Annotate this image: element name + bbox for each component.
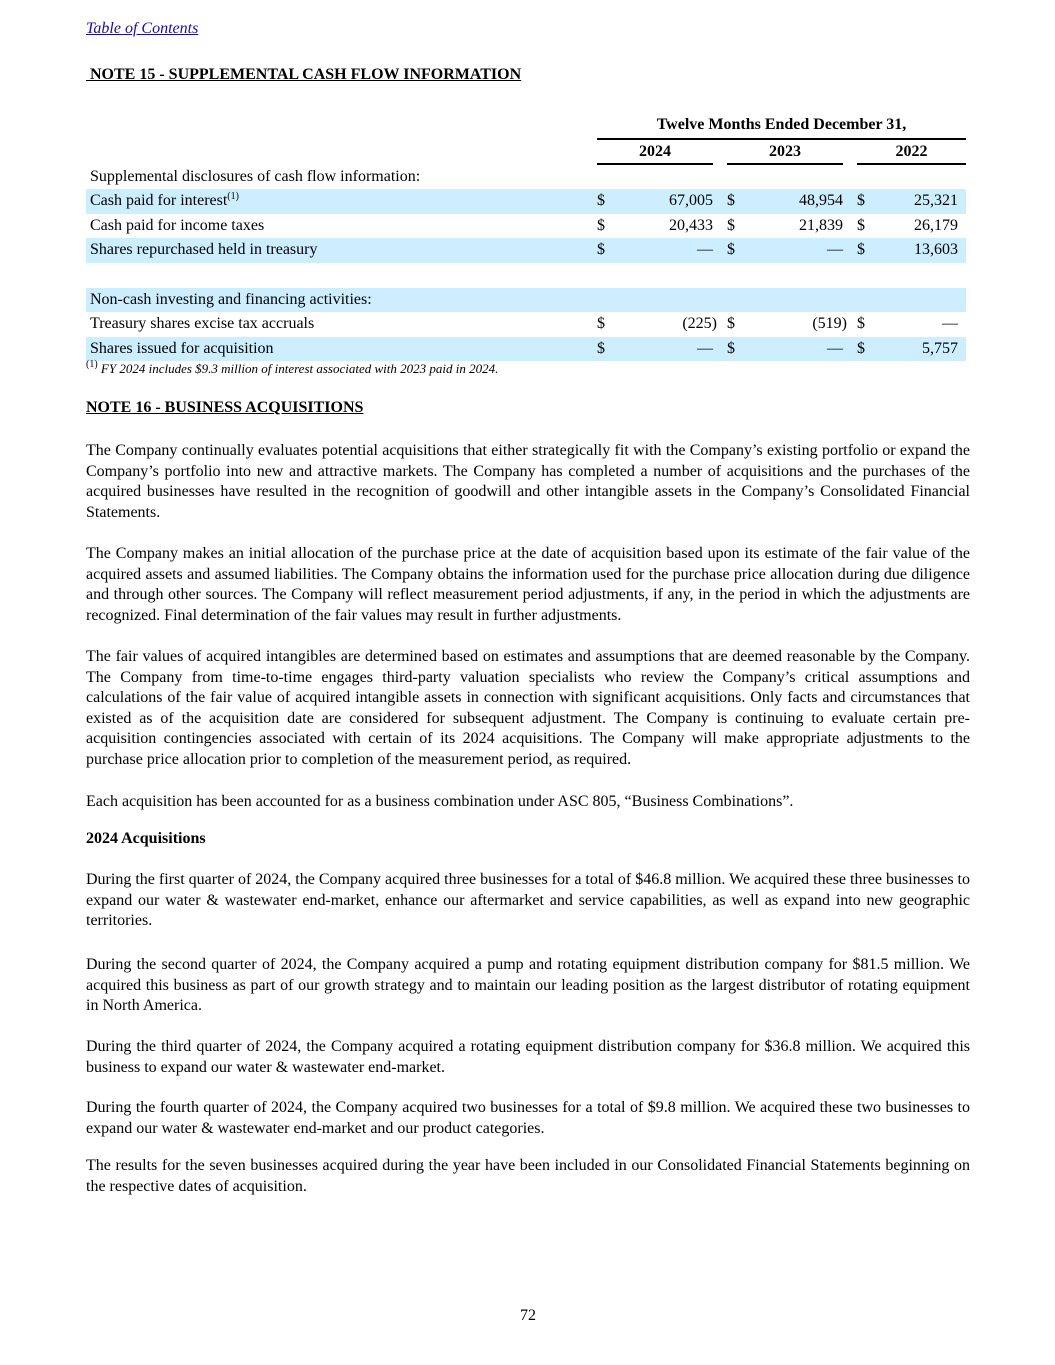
note-16-title: NOTE 16 - BUSINESS ACQUISITIONS <box>86 399 364 416</box>
value-2023: 21,839 <box>799 216 843 234</box>
row-label: Shares repurchased held in treasury <box>86 238 597 263</box>
value-2022: 5,757 <box>875 337 966 362</box>
value-2024: 67,005 <box>615 189 721 214</box>
currency-symbol: $ <box>727 315 735 333</box>
currency-symbol: $ <box>727 337 745 362</box>
value-2023: (519) <box>812 315 847 333</box>
currency-symbol: $ <box>727 216 735 234</box>
section-label-row <box>86 288 966 313</box>
footnote-ref: (1) <box>227 191 239 203</box>
table-footnote <box>86 361 498 377</box>
table-row <box>86 189 966 214</box>
page-number: 72 <box>520 1307 536 1324</box>
value-2022: — <box>942 315 958 333</box>
paragraph: During the third quarter of 2024, the Company acquired a rotating equipment distribution company for $36.8 million. We acquired this business to expand our water & wastewater end-market. <box>86 1038 970 1076</box>
paragraph: During the second quarter of 2024, the Company acquired a pump and rotating equipment distribution company for $81.5 million. We acquired this business as part of our growth strategy and to maintain our leading position as the largest distributor of rotating equipment in North America. <box>86 956 970 1015</box>
value-2022: 25,321 <box>875 189 966 214</box>
row-label: Treasury shares excise tax accruals <box>90 315 315 333</box>
table-row <box>86 337 966 362</box>
paragraph: During the fourth quarter of 2024, the Company acquired two businesses for a total of $9.8 million. We acquired these two businesses to expand our water & wastewater end-market and our product categories. <box>86 1099 970 1137</box>
currency-symbol: $ <box>727 189 745 214</box>
subheading-2024-acquisitions: 2024 Acquisitions <box>86 830 206 847</box>
paragraph: The results for the seven businesses acquired during the year have been included in our Consolidated Financial Statements beginning on the respective dates of acquisition. <box>86 1157 970 1195</box>
footnote-mark: (1) <box>86 359 98 370</box>
currency-symbol: $ <box>857 216 865 234</box>
year-2024-header: 2024 <box>597 141 713 165</box>
table-row <box>86 238 966 263</box>
value-2023: — <box>745 337 851 362</box>
currency-symbol: $ <box>597 189 615 214</box>
value-2023: — <box>745 238 851 263</box>
currency-symbol: $ <box>597 238 615 263</box>
table-header-years <box>86 139 966 165</box>
value-2023: 48,954 <box>745 189 851 214</box>
currency-symbol: $ <box>597 337 615 362</box>
value-2022: 26,179 <box>914 216 958 234</box>
value-2024: 20,433 <box>669 216 713 234</box>
currency-symbol: $ <box>727 238 745 263</box>
section-supplemental-label: Supplemental disclosures of cash flow information: <box>90 167 421 185</box>
section-label-row <box>86 165 966 190</box>
currency-symbol: $ <box>597 315 605 333</box>
section-noncash-label: Non-cash investing and financing activities: <box>86 288 597 313</box>
currency-symbol: $ <box>857 238 875 263</box>
year-2023-header: 2023 <box>727 141 843 165</box>
value-2024: — <box>615 238 721 263</box>
currency-symbol: $ <box>857 337 875 362</box>
table-row <box>86 214 966 239</box>
note-15-title: NOTE 15 - SUPPLEMENTAL CASH FLOW INFORMATION <box>86 66 522 83</box>
value-2022: 13,603 <box>875 238 966 263</box>
paragraph: The fair values of acquired intangibles are determined based on estimates and assumptions that are deemed reasonable by the Company. The Company from time-to-time engages third-party valuation specialists who review the Company’s critical assumptions and calculations of the fair value of acquired intangible assets in connection with significant acquisitions. Only facts and circumstances that existed as of the acquisition date are considered for subsequent adjustment. The Company is continuing to evaluate certain pre-acquisition contingencies associated with certain of its 2024 acquisitions. The Company will make appropriate adjustments to the purchase price allocation prior to completion of the measurement period, as required. <box>86 648 970 768</box>
value-2024: — <box>615 337 721 362</box>
currency-symbol: $ <box>857 189 875 214</box>
table-row <box>86 312 966 337</box>
spacer-row <box>86 263 966 288</box>
currency-symbol: $ <box>857 315 865 333</box>
row-label: Cash paid for income taxes <box>90 216 265 234</box>
currency-symbol: $ <box>597 216 605 234</box>
period-header: Twelve Months Ended December 31, <box>597 113 966 139</box>
table-header-period <box>86 113 966 139</box>
paragraph: Each acquisition has been accounted for as a business combination under ASC 805, “Business Combinations”. <box>86 793 794 810</box>
cash-flow-table <box>86 113 966 361</box>
paragraph: The Company continually evaluates potential acquisitions that either strategically fit with the Company’s existing portfolio or expand the Company’s portfolio into new and attractive markets. The Company has completed a number of acquisitions and the purchases of the acquired businesses have resulted in the recognition of goodwill and other intangible assets in the Company’s Consolidated Financial Statements. <box>86 442 970 521</box>
row-label: Cash paid for interest <box>90 192 228 210</box>
year-2022-header: 2022 <box>857 141 966 165</box>
footnote-text: FY 2024 includes $9.3 million of interest associated with 2023 paid in 2024. <box>97 361 499 376</box>
paragraph: During the first quarter of 2024, the Company acquired three businesses for a total of $46.8 million. We acquired these three businesses to expand our water & wastewater end-market, enhance our aftermarket and service capabilities, as well as expand into new geographic territories. <box>86 871 970 930</box>
value-2024: (225) <box>682 315 717 333</box>
table-of-contents-link[interactable]: Table of Contents <box>86 20 199 37</box>
row-label: Shares issued for acquisition <box>86 337 597 362</box>
paragraph: The Company makes an initial allocation of the purchase price at the date of acquisition based upon its estimate of the fair value of the acquired assets and assumed liabilities. The Company obtains the information used for the purchase price allocation during due diligence and through other sources. The Company will reflect measurement period adjustments, if any, in the period in which the adjustments are recognized. Final determination of the fair values may result in further adjustments. <box>86 545 970 624</box>
